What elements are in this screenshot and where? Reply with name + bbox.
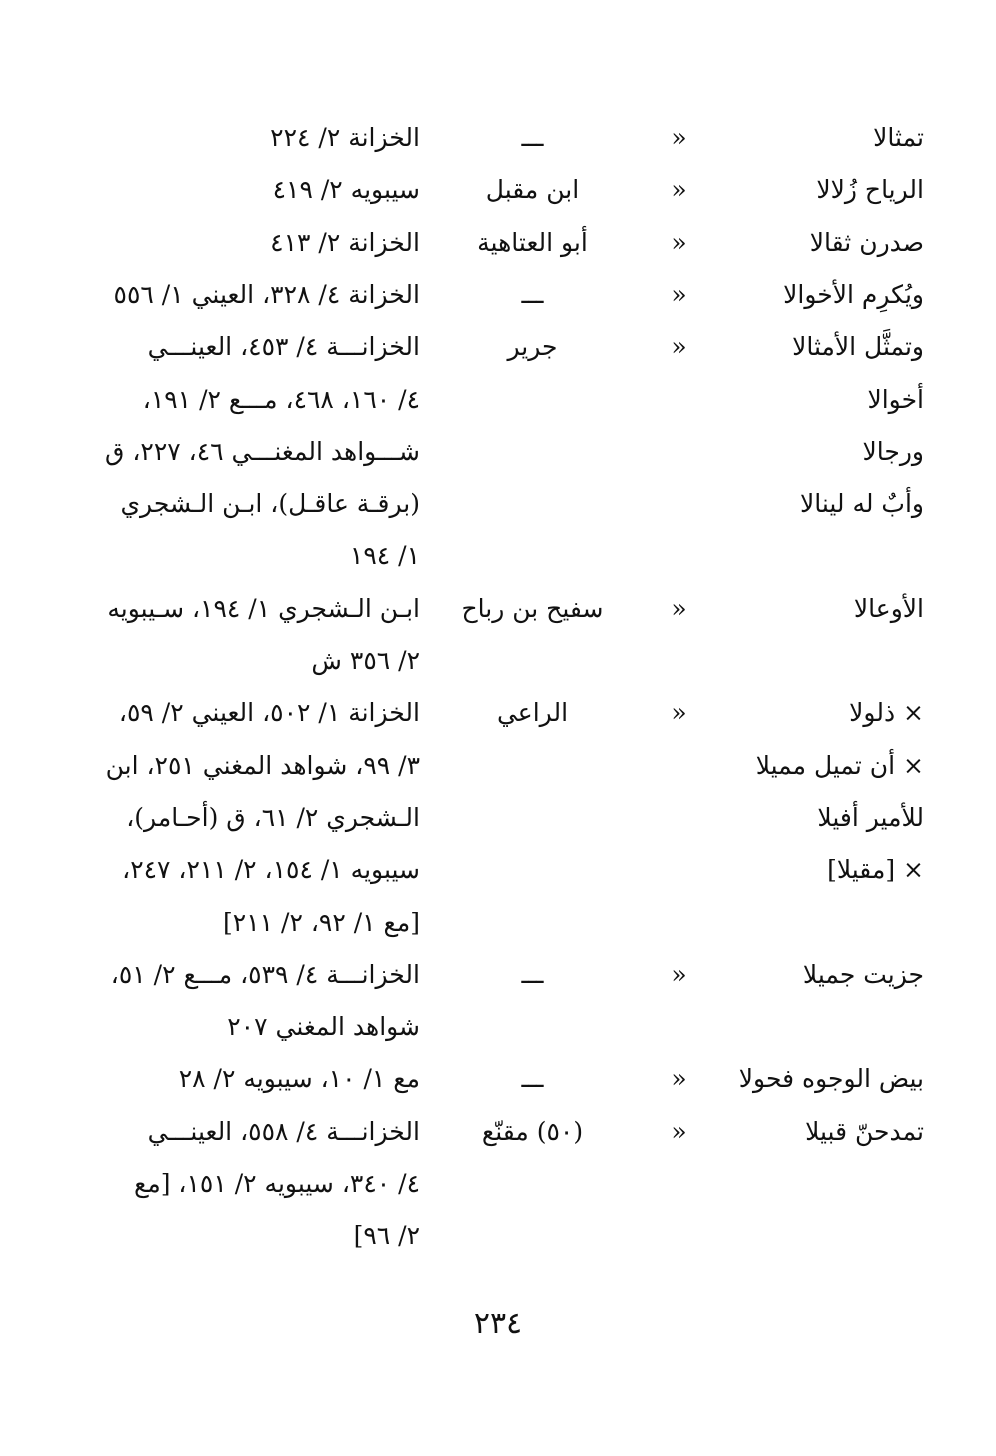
rhyme-cell: صدرن ثقالا	[809, 228, 924, 257]
rhyme-cell: أخوالا	[867, 385, 924, 414]
rhyme-cell: وتمثَّل الأمثالا	[792, 332, 924, 361]
table-row	[0, 844, 996, 896]
source-cell: الخزانـــة ٤/ ٤٥٣، العينـــي	[147, 332, 420, 361]
meter-cell: »	[671, 280, 687, 309]
table-row	[0, 478, 996, 530]
table-row	[0, 374, 996, 426]
meter-cell	[664, 792, 694, 844]
meter-cell	[664, 530, 694, 582]
meter-cell: »	[671, 1064, 687, 1093]
table-row	[0, 269, 996, 321]
meter-cell: »	[671, 1117, 687, 1146]
poet-cell	[440, 530, 625, 582]
rhyme-cell	[594, 1158, 924, 1210]
poet-cell	[440, 426, 625, 478]
source-cell: الخزانة ٢/ ٢٢٤	[270, 123, 420, 152]
meter-cell: »	[671, 960, 687, 989]
table-row	[0, 897, 996, 949]
poet-cell: أبو العتاهية	[477, 228, 588, 257]
meter-cell	[664, 1001, 694, 1053]
table-row	[0, 1106, 996, 1158]
meter-cell: »	[671, 332, 687, 361]
table-row	[0, 426, 996, 478]
meter-cell: »	[671, 228, 687, 257]
source-cell: الخزانـــة ٤/ ٥٥٨، العينـــي	[147, 1117, 420, 1146]
meter-cell	[664, 635, 694, 687]
source-cell: سيبويه ٢/ ٤١٩	[272, 175, 420, 204]
source-cell: ٤/ ١٦٠، ٤٦٨، مـــع ٢/ ١٩١،	[142, 385, 420, 414]
poet-cell: ـــ	[521, 1064, 544, 1093]
rhyme-cell: الأوعالا	[853, 594, 924, 623]
table-row	[0, 1158, 996, 1210]
source-cell: الخزانـــة ٤/ ٥٣٩، مـــع ٢/ ٥١،	[110, 960, 420, 989]
source-cell: ٢/ ٣٥٦ ش	[311, 646, 420, 675]
poet-cell: ـــ	[521, 960, 544, 989]
table-row	[0, 530, 996, 582]
table-row	[0, 740, 996, 792]
source-cell: ٣/ ٩٩، شواهد المغني ٢٥١، ابن	[105, 751, 420, 780]
meter-cell: »	[671, 594, 687, 623]
rhyme-cell: × ذلولا	[849, 698, 924, 727]
poet-cell	[440, 374, 625, 426]
table-row	[0, 949, 996, 1001]
poet-cell	[440, 1158, 625, 1210]
poet-cell: ـــ	[521, 280, 544, 309]
meter-cell	[664, 374, 694, 426]
meter-cell	[664, 897, 694, 949]
rhyme-cell: تمدحنّ قبيلا	[805, 1117, 924, 1146]
rhyme-cell	[594, 897, 924, 949]
rhyme-cell: × [مقيلا]	[827, 855, 924, 884]
rhyme-cell: للأمير أفيلا	[817, 803, 924, 832]
table-row	[0, 321, 996, 373]
source-cell: ابـن الـشجري ١/ ١٩٤، سـيبويه	[107, 594, 420, 623]
source-cell: ٤/ ٣٤٠، سيبويه ٢/ ١٥١، [مع	[134, 1169, 420, 1198]
meter-cell	[664, 478, 694, 530]
poet-cell: ابن مقبل	[485, 175, 580, 204]
page-number: ٢٣٤	[473, 1306, 523, 1341]
table-row	[0, 635, 996, 687]
source-cell: شـــواهد المغنـــي ٤٦، ٢٢٧، ق	[104, 437, 420, 466]
poet-cell: الراعي	[496, 698, 569, 727]
poet-cell: جرير	[507, 332, 558, 361]
poet-cell	[440, 478, 625, 530]
rhyme-cell: الرياح زُلالا	[816, 175, 924, 204]
source-cell: ٢/ ٩٦]	[353, 1221, 420, 1250]
rhyme-cell: ويُكرِم الأخوالا	[783, 280, 924, 309]
table-row	[0, 112, 996, 164]
meter-cell: »	[671, 698, 687, 727]
source-cell: الخزانة ٢/ ٤١٣	[270, 228, 420, 257]
meter-cell	[664, 426, 694, 478]
meter-cell: »	[671, 175, 687, 204]
poet-cell	[440, 844, 625, 896]
poet-cell	[440, 1210, 625, 1262]
poet-cell	[440, 635, 625, 687]
poet-cell	[440, 897, 625, 949]
table-row	[0, 164, 996, 216]
source-cell: مع ١/ ١٠، سيبويه ٢/ ٢٨	[178, 1064, 420, 1093]
rhyme-cell: ورجالا	[862, 437, 924, 466]
table-row	[0, 1210, 996, 1262]
rhyme-cell	[594, 530, 924, 582]
rhyme-cell: وأبٌ له لينالا	[799, 489, 924, 518]
table-row	[0, 687, 996, 739]
source-cell: (برقـة عاقـل)، ابـن الـشجري	[120, 489, 420, 518]
rhyme-cell	[594, 1001, 924, 1053]
rhyme-cell: × أن تميل مميلا	[755, 751, 924, 780]
meter-cell	[664, 1210, 694, 1262]
table-row	[0, 217, 996, 269]
source-cell: ١/ ١٩٤	[349, 541, 420, 570]
poet-cell	[440, 1001, 625, 1053]
source-cell: الخزانة ١/ ٥٠٢، العيني ٢/ ٥٩،	[118, 698, 420, 727]
meter-cell	[664, 1158, 694, 1210]
rhyme-cell	[594, 1210, 924, 1262]
rhyme-cell	[594, 635, 924, 687]
rhyme-cell: تمثالا	[873, 123, 924, 152]
rhyme-cell: جزيت جميلا	[802, 960, 924, 989]
poet-cell: سفيح بن رباح	[461, 594, 604, 623]
meter-cell	[664, 844, 694, 896]
table-row	[0, 583, 996, 635]
source-cell: الخزانة ٤/ ٣٢٨، العيني ١/ ٥٥٦	[113, 280, 420, 309]
source-cell: الـشجري ٢/ ٦١، ق (أحـامر)،	[126, 803, 420, 832]
poet-cell	[440, 792, 625, 844]
meter-cell	[664, 740, 694, 792]
source-cell: شواهد المغني ٢٠٧	[227, 1012, 420, 1041]
poet-cell	[440, 740, 625, 792]
table-row	[0, 1053, 996, 1105]
source-cell: [مع ١/ ٩٢، ٢/ ٢١١]	[223, 908, 420, 937]
poet-cell: (٥٠) مقنّع	[481, 1117, 584, 1146]
poet-cell: ـــ	[521, 123, 544, 152]
table-row	[0, 792, 996, 844]
source-cell: سيبويه ١/ ١٥٤، ٢/ ٢١١، ٢٤٧،	[122, 855, 420, 884]
table-row	[0, 1001, 996, 1053]
meter-cell: »	[671, 123, 687, 152]
rhyme-cell: بيض الوجوه فحولا	[738, 1064, 924, 1093]
